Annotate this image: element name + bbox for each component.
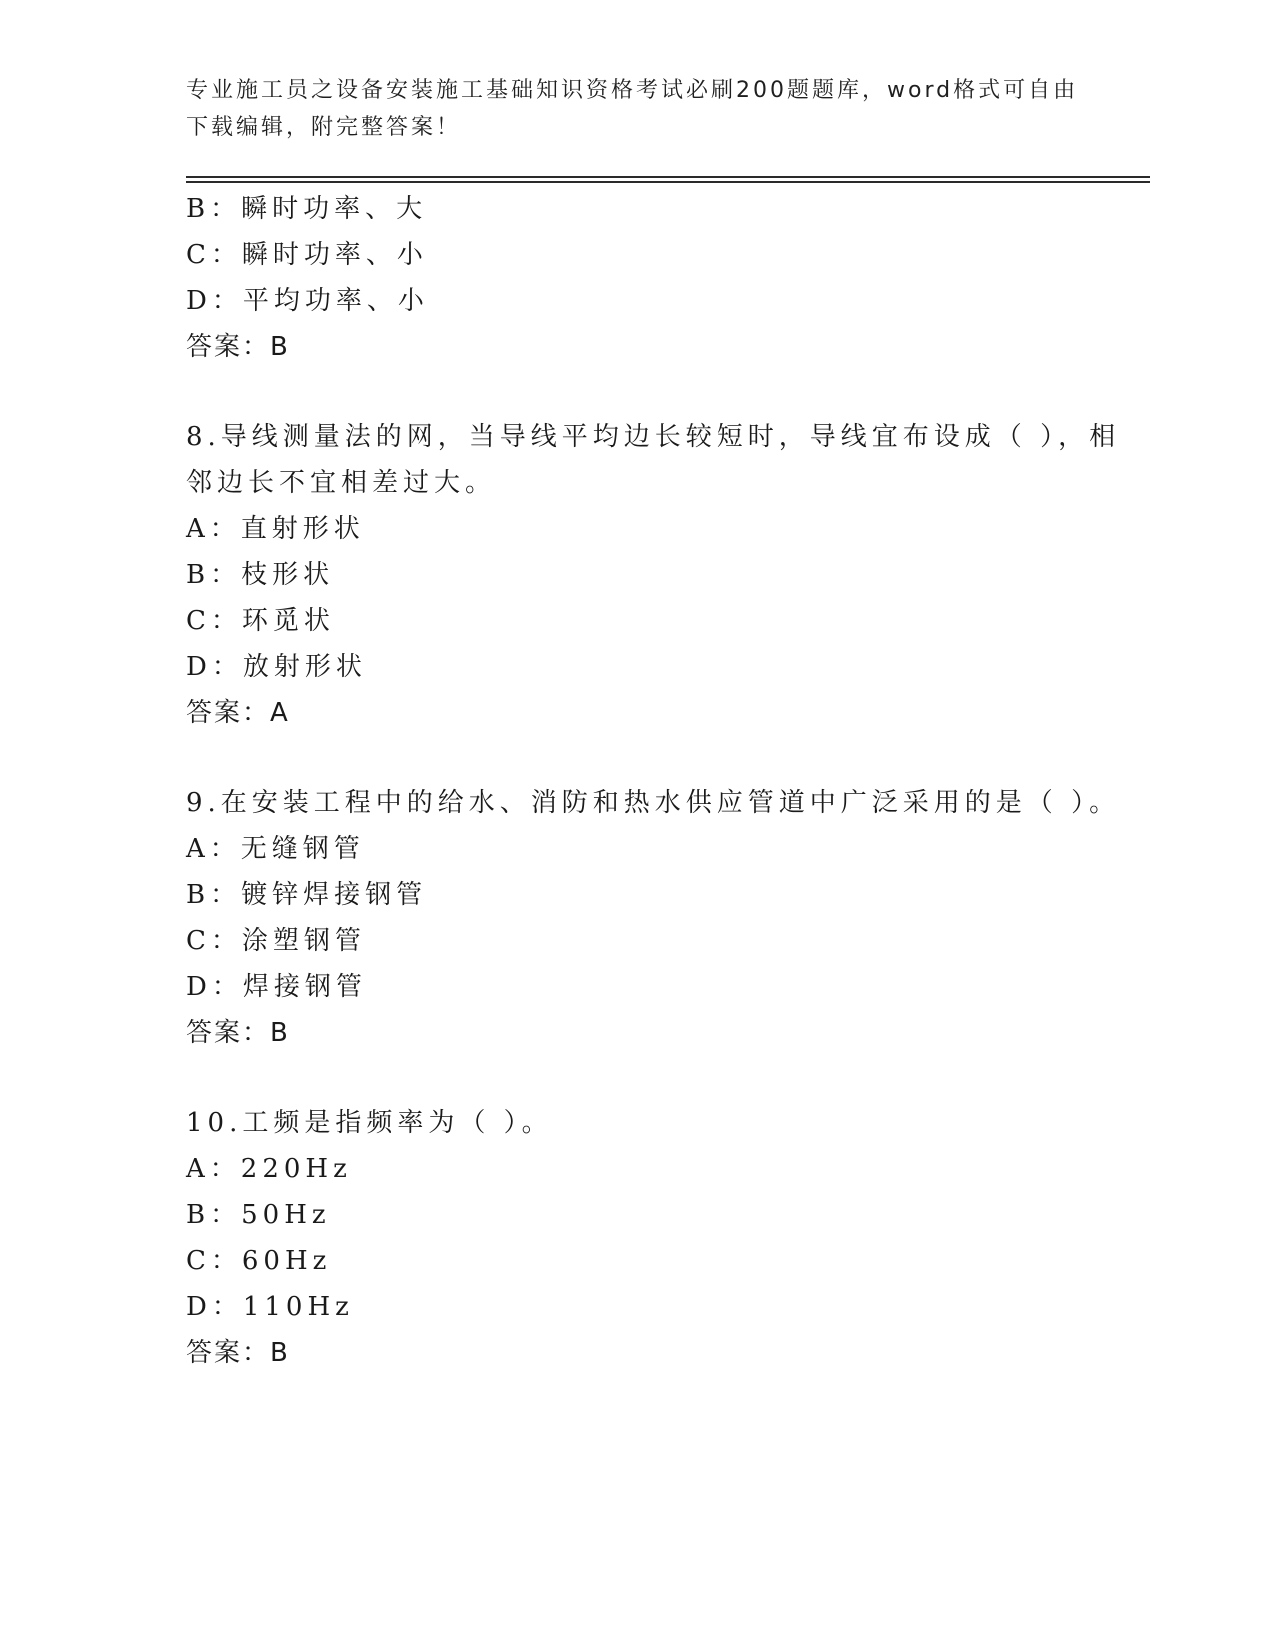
option-c: C：60Hz xyxy=(186,1246,332,1276)
header-title-line-2: 下载编辑，附完整答案！ xyxy=(186,115,462,140)
option-b: B：50Hz xyxy=(186,1200,331,1230)
option-d: D：焊接钢管 xyxy=(186,972,367,1002)
option-d: D：平均功率、小 xyxy=(186,286,429,316)
option-b: B：瞬时功率、大 xyxy=(186,194,428,224)
option-b: B：镀锌焊接钢管 xyxy=(186,880,428,910)
header-title-line-1: 专业施工员之设备安装施工基础知识资格考试必刷200题题库，word格式可自由 xyxy=(186,78,1079,103)
option-a: A：无缝钢管 xyxy=(186,834,365,864)
question-block-10 xyxy=(186,1100,1086,1376)
question-spacer xyxy=(186,736,1086,780)
option-c: C：瞬时功率、小 xyxy=(186,240,428,270)
question-block-8 xyxy=(186,414,1121,736)
answer-line: 答案：B xyxy=(186,1338,290,1368)
option-a: A：直射形状 xyxy=(186,514,365,544)
answer-line: 答案：A xyxy=(186,698,290,728)
question-stem-line: 8.导线测量法的网，当导线平均边长较短时，导线宜布设成（ ），相 xyxy=(186,422,1121,452)
option-b: B：枝形状 xyxy=(186,560,335,590)
question-stem-line: 9.在安装工程中的给水、消防和热水供应管道中广泛采用的是（ ）。 xyxy=(186,788,1121,818)
option-a: A：220Hz xyxy=(186,1154,352,1184)
question-spacer xyxy=(186,1056,1086,1100)
question-stem-line: 邻边长不宜相差过大。 xyxy=(186,468,497,498)
question-stem-line: 10.工频是指频率为（ ）。 xyxy=(186,1108,553,1138)
header-divider-top xyxy=(186,176,1150,178)
option-d: D：放射形状 xyxy=(186,652,367,682)
question-block-9 xyxy=(186,780,1121,1056)
header-divider-bottom xyxy=(186,181,1150,183)
answer-line: 答案：B xyxy=(186,332,290,362)
option-c: C：涂塑钢管 xyxy=(186,926,366,956)
option-c: C：环觅状 xyxy=(186,606,335,636)
question-content xyxy=(186,186,1121,1376)
option-d: D：110Hz xyxy=(186,1292,354,1322)
question-block-partial xyxy=(186,186,1086,370)
answer-line: 答案：B xyxy=(186,1018,290,1048)
document-header xyxy=(186,72,1086,146)
question-spacer xyxy=(186,370,1086,414)
